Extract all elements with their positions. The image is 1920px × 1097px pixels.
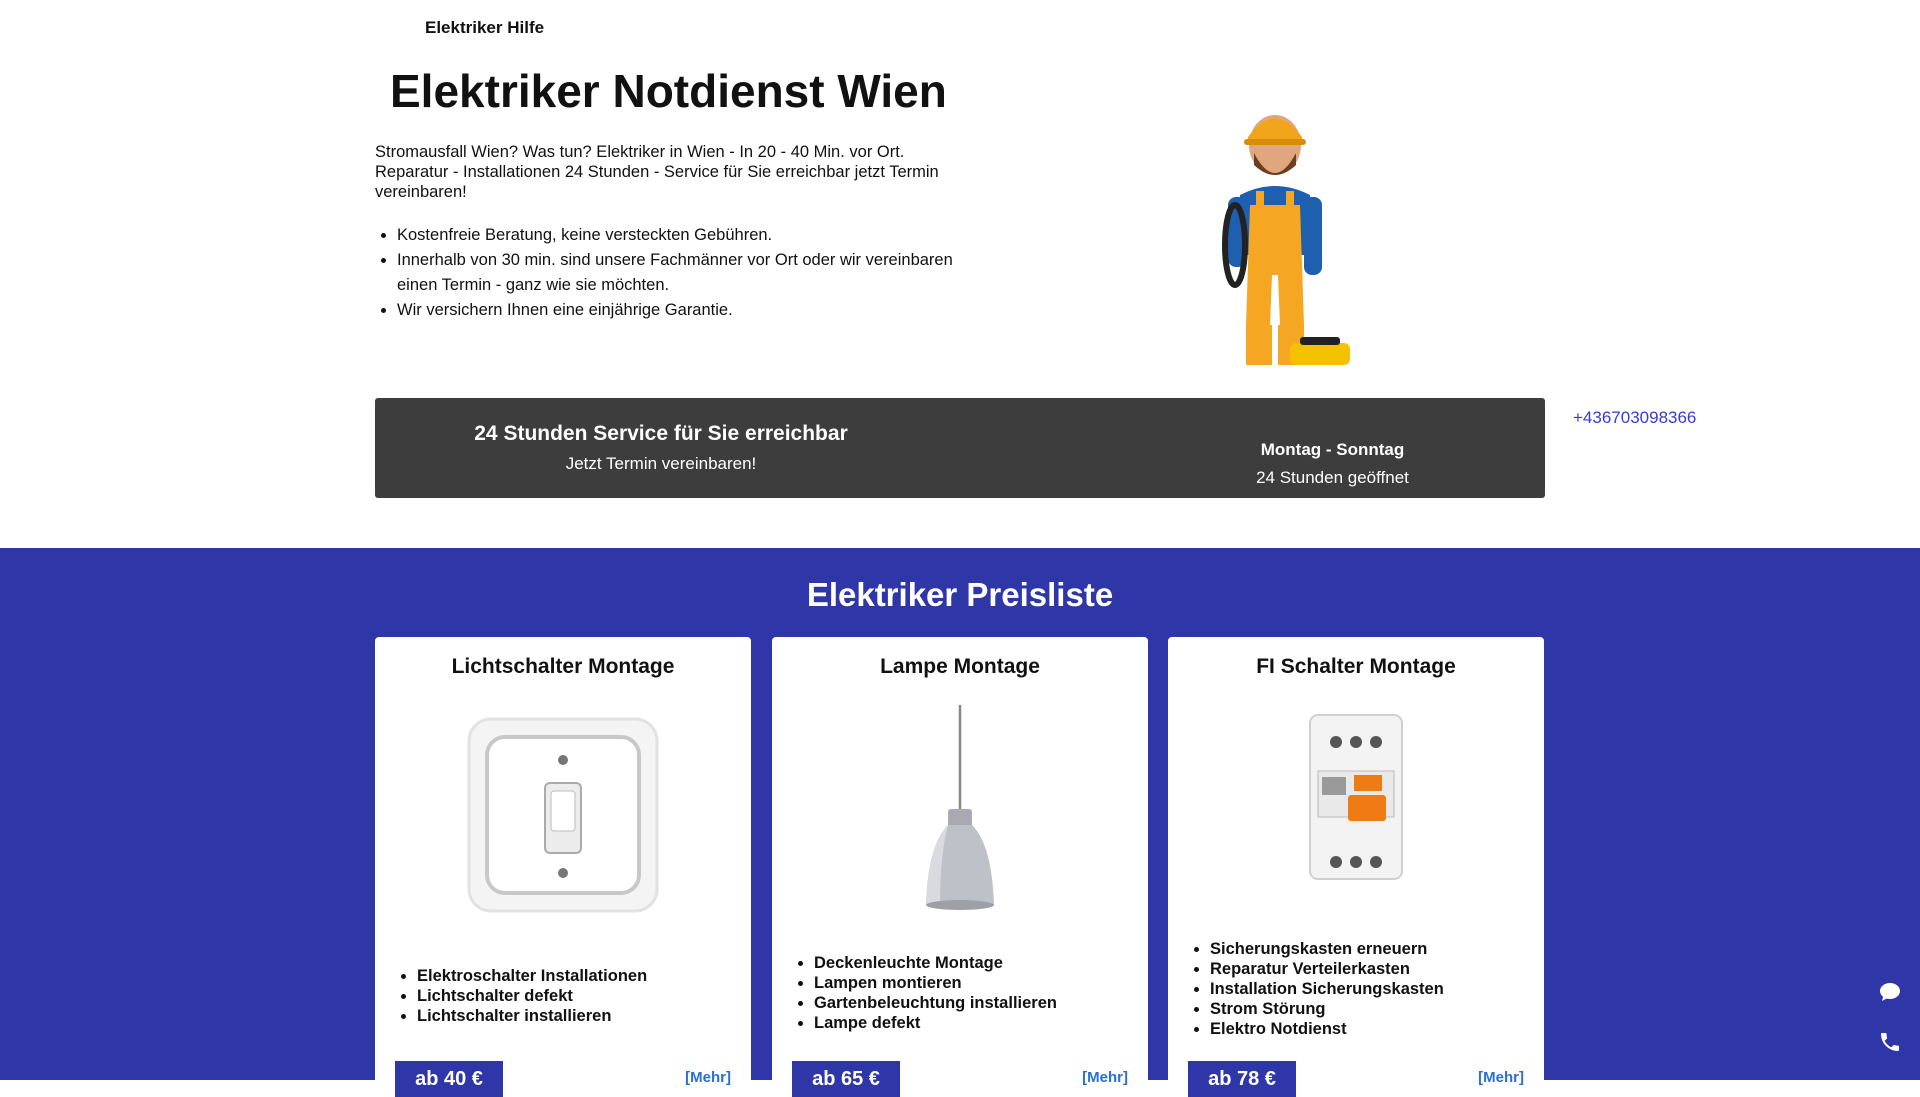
pricelist-title: Elektriker Preisliste: [806, 576, 1114, 613]
list-item: • Lampe defekt: [814, 1013, 1057, 1033]
phone-icon[interactable]: [1878, 1030, 1902, 1054]
price-card: [375, 637, 751, 1097]
card-features: [794, 953, 1057, 1033]
hero-section: [0, 0, 1920, 548]
price-button[interactable]: ab 40 €: [395, 1061, 503, 1097]
price-card: [1168, 637, 1544, 1097]
pendant-lamp-image: [910, 705, 1010, 911]
more-link[interactable]: [Mehr]: [1478, 1069, 1524, 1086]
service-bar: [375, 398, 1697, 498]
list-item: • Installation Sicherungskasten: [1210, 979, 1444, 999]
list-item: • Elektroschalter Installationen: [417, 966, 647, 986]
card-features: [1190, 939, 1444, 1039]
service-subtitle: Jetzt Termin vereinbaren!: [565, 454, 757, 473]
service-title: 24 Stunden Service für Sie erreichbar: [474, 422, 848, 445]
more-link[interactable]: [Mehr]: [1082, 1069, 1128, 1086]
card-image: [772, 705, 1148, 911]
hero-benefits: [375, 223, 977, 323]
fi-switch-image: [1296, 707, 1416, 887]
list-item: • Kostenfreie Beratung, keine versteckten Gebühren.: [397, 223, 977, 248]
list-item: • Gartenbeleuchtung installieren: [814, 993, 1057, 1013]
list-item: • Reparatur Verteilerkasten: [1210, 959, 1444, 979]
opening-hours: 24 Stunden geöffnet: [1256, 468, 1409, 487]
card-image: [1168, 707, 1544, 887]
list-item: • Wir versichern Ihnen eine einjährige Garantie.: [397, 298, 977, 323]
site-brand[interactable]: Elektriker Hilfe: [425, 18, 545, 37]
list-item: • Strom Störung: [1210, 999, 1444, 1019]
list-item: • Sicherungskasten erneuern: [1210, 939, 1444, 959]
list-item: • Lichtschalter defekt: [417, 986, 647, 1006]
price-card: [772, 637, 1148, 1097]
page-title: Elektriker Notdienst Wien: [390, 65, 947, 117]
price-button[interactable]: ab 78 €: [1188, 1061, 1296, 1097]
card-title: Lampe Montage: [880, 655, 1040, 678]
opening-days: Montag - Sonntag: [1260, 440, 1405, 459]
more-link[interactable]: [Mehr]: [685, 1069, 731, 1086]
pricelist-section: [0, 548, 1920, 1090]
phone-link[interactable]: +436703098366: [1573, 408, 1697, 427]
list-item: • Innerhalb von 30 min. sind unsere Fachmänner vor Ort oder wir vereinbaren einen Termin - ganz wie sie möchten.: [397, 248, 977, 298]
list-item: • Elektro Notdienst: [1210, 1019, 1444, 1039]
card-features: [397, 966, 647, 1026]
card-title: Lichtschalter Montage: [451, 655, 675, 678]
card-image: [375, 715, 751, 915]
light-switch-image: [465, 715, 661, 915]
list-item: • Lampen montieren: [814, 973, 1057, 993]
list-item: • Deckenleuchte Montage: [814, 953, 1057, 973]
hero-intro: Stromausfall Wien? Was tun? Elektriker in Wien - In 20 - 40 Min. vor Ort. Reparatur - Installationen 24 Stunden - Service für Sie erreichbar jetzt Termin vereinbaren!: [375, 143, 939, 201]
price-button[interactable]: ab 65 €: [792, 1061, 900, 1097]
phone-contact[interactable]: [1545, 408, 1696, 428]
card-title: FI Schalter Montage: [1256, 655, 1456, 678]
list-item: • Lichtschalter installieren: [417, 1006, 647, 1026]
phone-icon: [1545, 408, 1565, 428]
electrician-illustration: [1190, 105, 1360, 370]
chat-icon[interactable]: [1878, 980, 1902, 1004]
